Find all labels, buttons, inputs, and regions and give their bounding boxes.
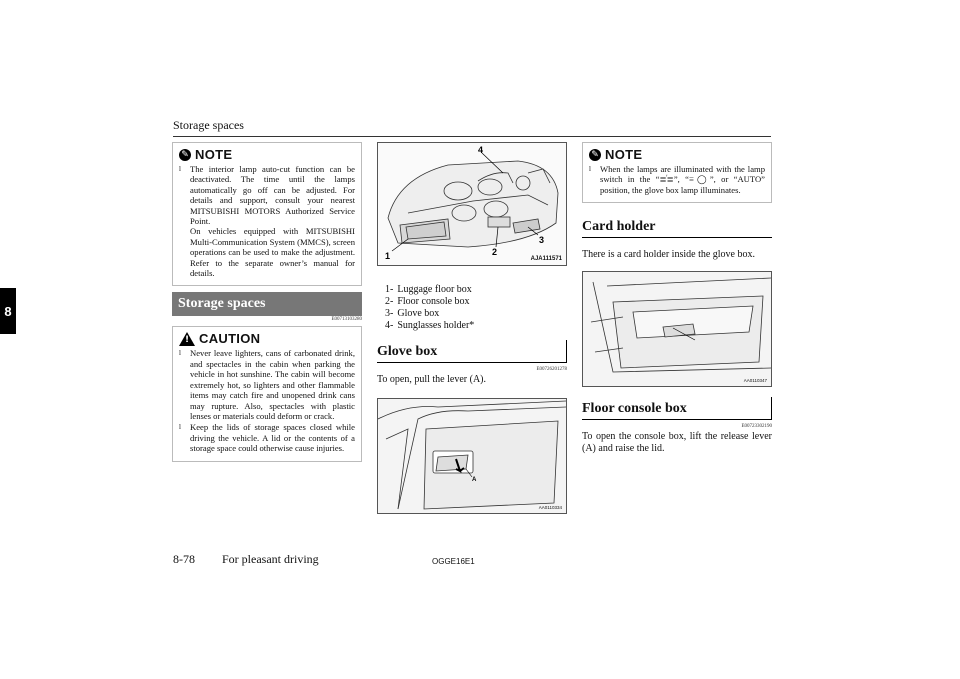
note-header bbox=[179, 147, 355, 162]
caution-text-1: Never leave lighters, cans of carbonated drink, and spectacles in the cabin when parking the vehicle in hot sunshine. The cabin will become extremely hot, so lighters and other flammable items may catch fire and unopened drink cans may rupture. Also, spectacles with plastic lenses or materials could deform or crack. bbox=[190, 348, 355, 421]
figure-code: AA0110347 bbox=[743, 378, 767, 384]
card-holder-illustration bbox=[583, 272, 771, 386]
bullet-icon: l bbox=[179, 165, 181, 173]
figure-legend bbox=[377, 284, 567, 332]
note-label: NOTE bbox=[605, 147, 643, 162]
note-paragraph-2: On vehicles equipped with MITSUBISHI Multi-Communication System (MMCS), screen operations can be used to make the adjustment. Refer to the separate owner’s manual for details. bbox=[190, 226, 355, 279]
note-box-lamp bbox=[172, 142, 362, 286]
legend-number: 2- bbox=[385, 296, 394, 307]
legend-item bbox=[377, 320, 567, 332]
note-box-glove-lamp bbox=[582, 142, 772, 203]
section-title-floor-console bbox=[582, 401, 772, 423]
caution-item-2 bbox=[179, 422, 355, 453]
section-code: E00726201278 bbox=[536, 367, 567, 372]
section-code: E00713103280 bbox=[331, 317, 362, 323]
callout-1: 1 bbox=[385, 251, 391, 261]
legend-item bbox=[377, 296, 567, 308]
callout-2: 2 bbox=[492, 247, 498, 257]
footer-chapter-title: For pleasant driving bbox=[222, 552, 319, 566]
note-item bbox=[589, 164, 765, 195]
heading-tick bbox=[771, 397, 772, 419]
heading-text: Glove box bbox=[377, 344, 438, 359]
glove-box-text: To open, pull the lever (A). bbox=[377, 374, 486, 385]
legend-number: 1- bbox=[385, 284, 394, 295]
glove-box-illustration bbox=[378, 399, 566, 513]
warning-icon: ! bbox=[179, 332, 195, 346]
bullet-icon: l bbox=[179, 349, 181, 358]
header-rule bbox=[173, 136, 771, 137]
figure-code: AA0110334 bbox=[538, 505, 562, 510]
note-header bbox=[589, 147, 765, 162]
legend-text: Sunglasses holder* bbox=[397, 320, 475, 331]
callout-4: 4 bbox=[478, 145, 484, 155]
footer-code: OGGE16E1 bbox=[432, 557, 475, 566]
note-label: NOTE bbox=[195, 147, 233, 162]
section-title-glove-box bbox=[377, 344, 567, 366]
floor-console-text: To open the console box, lift the release lever (A) and raise the lid. bbox=[582, 431, 772, 455]
heading-rule bbox=[582, 237, 772, 238]
caution-text-2: Keep the lids of storage spaces closed while driving the vehicle. A lid or the contents of a storage space could otherwise cause injuries. bbox=[190, 422, 355, 454]
note-item bbox=[179, 164, 355, 278]
glove-box-figure bbox=[377, 398, 567, 514]
note-icon: ✎ bbox=[179, 149, 191, 161]
vehicle-cutaway-figure bbox=[377, 142, 567, 266]
heading-text: Floor console box bbox=[582, 401, 687, 417]
legend-text: Luggage floor box bbox=[397, 284, 472, 295]
column-left bbox=[172, 142, 362, 462]
heading-text: Card holder bbox=[582, 219, 656, 235]
caution-header bbox=[179, 331, 355, 346]
note-paragraph: When the lamps are illuminated with the lamp switch in the “≣ⷢ≣”, “≡◯”, or “AUTO” position, the glove box lamp illuminates. bbox=[600, 164, 765, 195]
bullet-icon: l bbox=[179, 423, 181, 432]
column-middle bbox=[377, 142, 567, 514]
vehicle-cutaway-illustration bbox=[378, 143, 566, 265]
figure-code: AJA111571 bbox=[530, 256, 562, 262]
callout-3: 3 bbox=[539, 235, 545, 245]
heading-tick bbox=[566, 340, 567, 362]
page-number: 8-78 bbox=[173, 552, 195, 566]
caution-box bbox=[172, 326, 362, 461]
legend-item bbox=[377, 284, 567, 296]
bullet-icon: l bbox=[589, 165, 591, 173]
legend-text: Glove box bbox=[397, 308, 440, 319]
heading-rule bbox=[582, 419, 772, 420]
running-header: Storage spaces bbox=[173, 118, 244, 132]
card-holder-figure bbox=[582, 271, 772, 387]
section-title-card-holder bbox=[582, 219, 772, 241]
chapter-tab: 8 bbox=[0, 288, 16, 334]
note-paragraph-1: The interior lamp auto-cut function can be deactivated. The time until the lamps automatically go off can be adjusted. For details and support, consult your nearest MITSUBISHI MOTORS Authorized Service Point. bbox=[190, 164, 355, 227]
caution-label: CAUTION bbox=[199, 331, 261, 347]
section-code: E00723302190 bbox=[741, 424, 772, 430]
caution-item-1 bbox=[179, 348, 355, 421]
legend-text: Floor console box bbox=[397, 296, 470, 307]
legend-number: 4- bbox=[385, 320, 394, 331]
legend-number: 3- bbox=[385, 308, 394, 319]
note-icon: ✎ bbox=[589, 149, 601, 161]
glove-lever-callout: A bbox=[472, 477, 477, 483]
section-title-storage: Storage spaces bbox=[172, 292, 362, 316]
card-holder-text: There is a card holder inside the glove box. bbox=[582, 249, 755, 261]
heading-rule bbox=[377, 362, 567, 363]
legend-item bbox=[377, 308, 567, 320]
column-right bbox=[582, 142, 772, 455]
